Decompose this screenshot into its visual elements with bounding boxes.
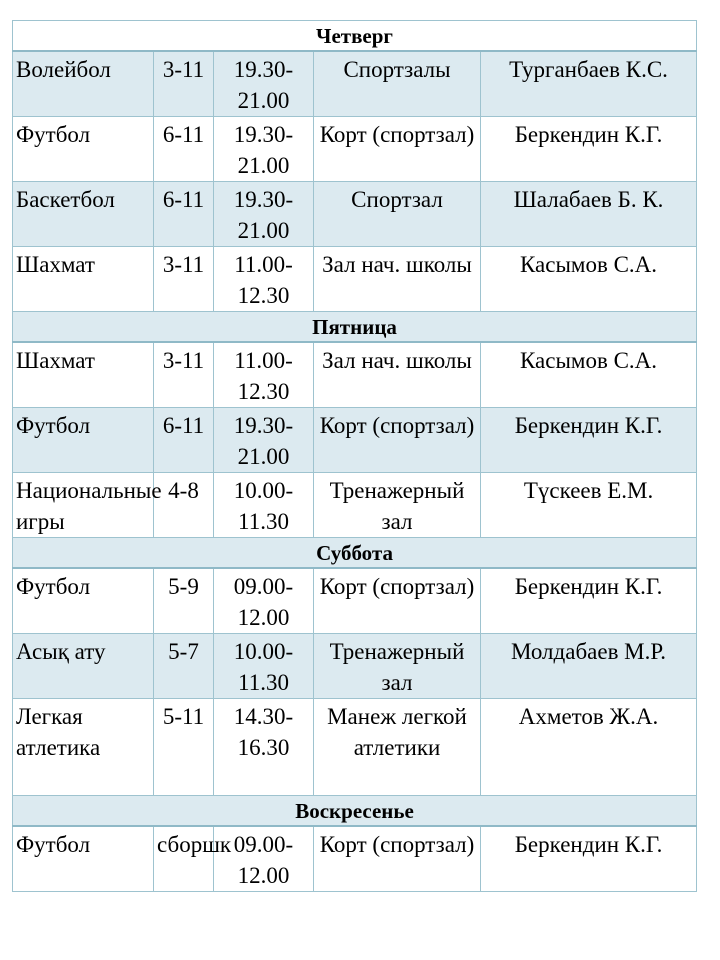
table-row xyxy=(13,342,697,408)
place-cell: Тренажерный зал xyxy=(314,473,481,538)
day-header-friday xyxy=(13,312,697,343)
table-row xyxy=(13,699,697,796)
place-cell: Корт (спортзал) xyxy=(314,568,481,634)
sport-cell: Шахмат xyxy=(13,247,154,312)
coach-cell: Касымов С.А. xyxy=(481,247,697,312)
grades-cell: 6-11 xyxy=(154,408,214,473)
place-cell: Зал нач. школы xyxy=(314,342,481,408)
coach-cell: Беркендин К.Г. xyxy=(481,826,697,892)
grades-cell: 3-11 xyxy=(154,247,214,312)
sport-cell: Баскетбол xyxy=(13,182,154,247)
grades-cell: 5-7 xyxy=(154,634,214,699)
day-title: Четверг xyxy=(13,21,697,52)
table-row xyxy=(13,117,697,182)
time-cell: 14.30-16.30 xyxy=(214,699,314,796)
coach-cell: Турганбаев К.С. xyxy=(481,51,697,117)
grades-cell: 3-11 xyxy=(154,51,214,117)
day-header-sunday xyxy=(13,796,697,827)
place-cell: Корт (спортзал) xyxy=(314,408,481,473)
time-cell: 09.00-12.00 xyxy=(214,826,314,892)
time-cell: 19.30-21.00 xyxy=(214,117,314,182)
day-header-saturday xyxy=(13,538,697,569)
sport-cell: Футбол xyxy=(13,568,154,634)
grades-cell: 6-11 xyxy=(154,117,214,182)
table-row xyxy=(13,408,697,473)
sport-cell: Футбол xyxy=(13,408,154,473)
grades-cell: 5-11 xyxy=(154,699,214,796)
day-title: Воскресенье xyxy=(13,796,697,827)
time-cell: 10.00-11.30 xyxy=(214,634,314,699)
day-title: Суббота xyxy=(13,538,697,569)
table-row xyxy=(13,51,697,117)
place-cell: Зал нач. школы xyxy=(314,247,481,312)
coach-cell: Түскеев Е.М. xyxy=(481,473,697,538)
coach-cell: Беркендин К.Г. xyxy=(481,117,697,182)
sport-cell: Волейбол xyxy=(13,51,154,117)
grades-cell: сборшк xyxy=(154,826,214,892)
place-cell: Манеж легкой атлетики xyxy=(314,699,481,796)
table-row xyxy=(13,473,697,538)
schedule-table xyxy=(12,20,697,892)
coach-cell: Беркендин К.Г. xyxy=(481,408,697,473)
coach-cell: Молдабаев М.Р. xyxy=(481,634,697,699)
grades-cell: 6-11 xyxy=(154,182,214,247)
time-cell: 10.00-11.30 xyxy=(214,473,314,538)
sport-cell: Легкая атлетика xyxy=(13,699,154,796)
table-row xyxy=(13,568,697,634)
table-row xyxy=(13,182,697,247)
sport-cell: Футбол xyxy=(13,117,154,182)
table-row xyxy=(13,826,697,892)
grades-cell: 4-8 xyxy=(154,473,214,538)
table-row xyxy=(13,634,697,699)
place-cell: Корт (спортзал) xyxy=(314,117,481,182)
time-cell: 11.00-12.30 xyxy=(214,342,314,408)
coach-cell: Шалабаев Б. К. xyxy=(481,182,697,247)
time-cell: 19.30-21.00 xyxy=(214,408,314,473)
time-cell: 11.00-12.30 xyxy=(214,247,314,312)
day-title: Пятница xyxy=(13,312,697,343)
day-header-thursday xyxy=(13,21,697,52)
place-cell: Тренажерный зал xyxy=(314,634,481,699)
sport-cell: Асық ату xyxy=(13,634,154,699)
time-cell: 19.30-21.00 xyxy=(214,51,314,117)
sport-cell: Футбол xyxy=(13,826,154,892)
table-row xyxy=(13,247,697,312)
time-cell: 09.00-12.00 xyxy=(214,568,314,634)
coach-cell: Ахметов Ж.А. xyxy=(481,699,697,796)
sport-cell: Шахмат xyxy=(13,342,154,408)
coach-cell: Беркендин К.Г. xyxy=(481,568,697,634)
place-cell: Спортзал xyxy=(314,182,481,247)
sport-cell: Национальные игры xyxy=(13,473,154,538)
coach-cell: Касымов С.А. xyxy=(481,342,697,408)
place-cell: Корт (спортзал) xyxy=(314,826,481,892)
grades-cell: 5-9 xyxy=(154,568,214,634)
time-cell: 19.30-21.00 xyxy=(214,182,314,247)
place-cell: Спортзалы xyxy=(314,51,481,117)
grades-cell: 3-11 xyxy=(154,342,214,408)
